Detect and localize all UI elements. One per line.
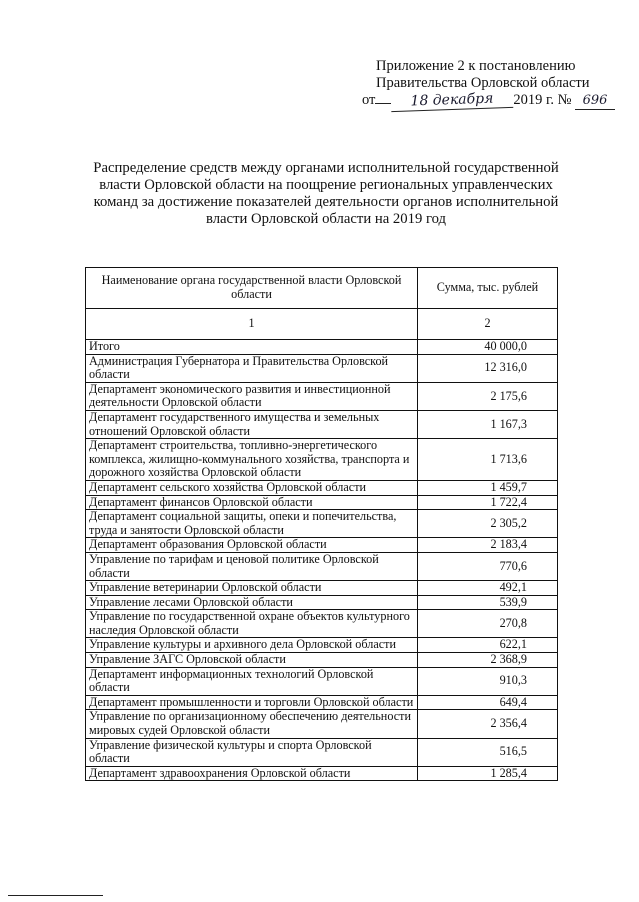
row-amount-cell: 2 368,9: [418, 653, 558, 668]
table-row: [86, 581, 558, 596]
table-header-row: [86, 268, 558, 309]
table-row: [86, 738, 558, 766]
table-row: [86, 439, 558, 481]
table-row: [86, 382, 558, 410]
table-row: [86, 410, 558, 438]
row-name-cell: Департамент финансов Орловской области: [86, 495, 418, 510]
table-row: [86, 766, 558, 781]
table-row: [86, 595, 558, 610]
row-name-cell: Департамент образования Орловской области: [86, 538, 418, 553]
row-amount-cell: 2 356,4: [418, 710, 558, 738]
row-name-cell: Департамент строительства, топливно-энергетического комплекса, жилищно-коммунального хозяйства, транспорта и дорожного хозяйства Орловской области: [86, 439, 418, 481]
table-row: [86, 510, 558, 538]
table-row: [86, 480, 558, 495]
row-amount-cell: 12 316,0: [418, 354, 558, 382]
row-name-cell: Управление физической культуры и спорта Орловской области: [86, 738, 418, 766]
row-name-cell: Управление по государственной охране объектов культурного наследия Орловской области: [86, 610, 418, 638]
row-name-cell: Управление ЗАГС Орловской области: [86, 653, 418, 668]
row-amount-cell: 539,9: [418, 595, 558, 610]
appendix-line-2: Правительства Орловской области: [376, 75, 590, 91]
header-sum-cell: Сумма, тыс. рублей: [418, 268, 558, 309]
row-name-cell: Итого: [86, 340, 418, 355]
row-name-cell: Управление по тарифам и ценовой политике Орловской области: [86, 552, 418, 580]
row-name-cell: Управление лесами Орловской области: [86, 595, 418, 610]
column-number-row: [86, 309, 558, 340]
row-amount-cell: 270,8: [418, 610, 558, 638]
table-row: [86, 552, 558, 580]
row-name-cell: Управление культуры и архивного дела Орловской области: [86, 638, 418, 653]
row-amount-cell: 622,1: [418, 638, 558, 653]
appendix-block: [362, 58, 612, 110]
row-amount-cell: 40 000,0: [418, 340, 558, 355]
document-title: Распределение средств между органами исполнительной государственной власти Орловской области на поощрение региональных управленческих команд за достижение показателей деятельности органов исполнительной власти Орловской области на 2019 год: [93, 160, 559, 227]
column-number-1: 1: [86, 309, 418, 340]
header-name-cell: Наименование органа государственной власти Орловской области: [86, 268, 418, 309]
footer-rule: [8, 895, 103, 896]
row-name-cell: Департамент экономического развития и инвестиционной деятельности Орловской области: [86, 382, 418, 410]
row-name-cell: Управление ветеринарии Орловской области: [86, 581, 418, 596]
row-name-cell: Департамент социальной защиты, опеки и попечительства, труда и занятости Орловской области: [86, 510, 418, 538]
row-name-cell: Департамент здравоохранения Орловской области: [86, 766, 418, 781]
row-amount-cell: 2 175,6: [418, 382, 558, 410]
handwritten-number: 696: [575, 92, 615, 110]
row-amount-cell: 910,3: [418, 667, 558, 695]
table-row: [86, 653, 558, 668]
appendix-line-1: Приложение 2 к постановлению: [376, 58, 576, 74]
table-row: [86, 340, 558, 355]
column-number-2: 2: [418, 309, 558, 340]
row-amount-cell: 1 459,7: [418, 480, 558, 495]
row-amount-cell: 1 167,3: [418, 410, 558, 438]
table-row: [86, 667, 558, 695]
table-row: [86, 354, 558, 382]
date-underline: [375, 103, 391, 104]
handwritten-date: 18 декабря: [391, 90, 514, 112]
row-amount-cell: 1 285,4: [418, 766, 558, 781]
table-row: [86, 638, 558, 653]
row-name-cell: Администрация Губернатора и Правительства Орловской области: [86, 354, 418, 382]
allocation-table: [85, 267, 558, 781]
from-prefix: от: [362, 92, 376, 108]
row-amount-cell: 516,5: [418, 738, 558, 766]
row-name-cell: Департамент информационных технологий Орловской области: [86, 667, 418, 695]
row-name-cell: Департамент сельского хозяйства Орловской области: [86, 480, 418, 495]
table-row: [86, 695, 558, 710]
row-amount-cell: 2 183,4: [418, 538, 558, 553]
year-text: 2019 г. №: [513, 92, 572, 108]
row-amount-cell: 770,6: [418, 552, 558, 580]
row-amount-cell: 649,4: [418, 695, 558, 710]
table-row: [86, 495, 558, 510]
row-amount-cell: 492,1: [418, 581, 558, 596]
row-amount-cell: 2 305,2: [418, 510, 558, 538]
row-name-cell: Управление по организационному обеспечению деятельности мировых судей Орловской области: [86, 710, 418, 738]
row-amount-cell: 1 722,4: [418, 495, 558, 510]
table-row: [86, 538, 558, 553]
row-name-cell: Департамент промышленности и торговли Орловской области: [86, 695, 418, 710]
appendix-date-line: [362, 92, 612, 110]
table-row: [86, 610, 558, 638]
table-row: [86, 710, 558, 738]
row-amount-cell: 1 713,6: [418, 439, 558, 481]
row-name-cell: Департамент государственного имущества и земельных отношений Орловской области: [86, 410, 418, 438]
